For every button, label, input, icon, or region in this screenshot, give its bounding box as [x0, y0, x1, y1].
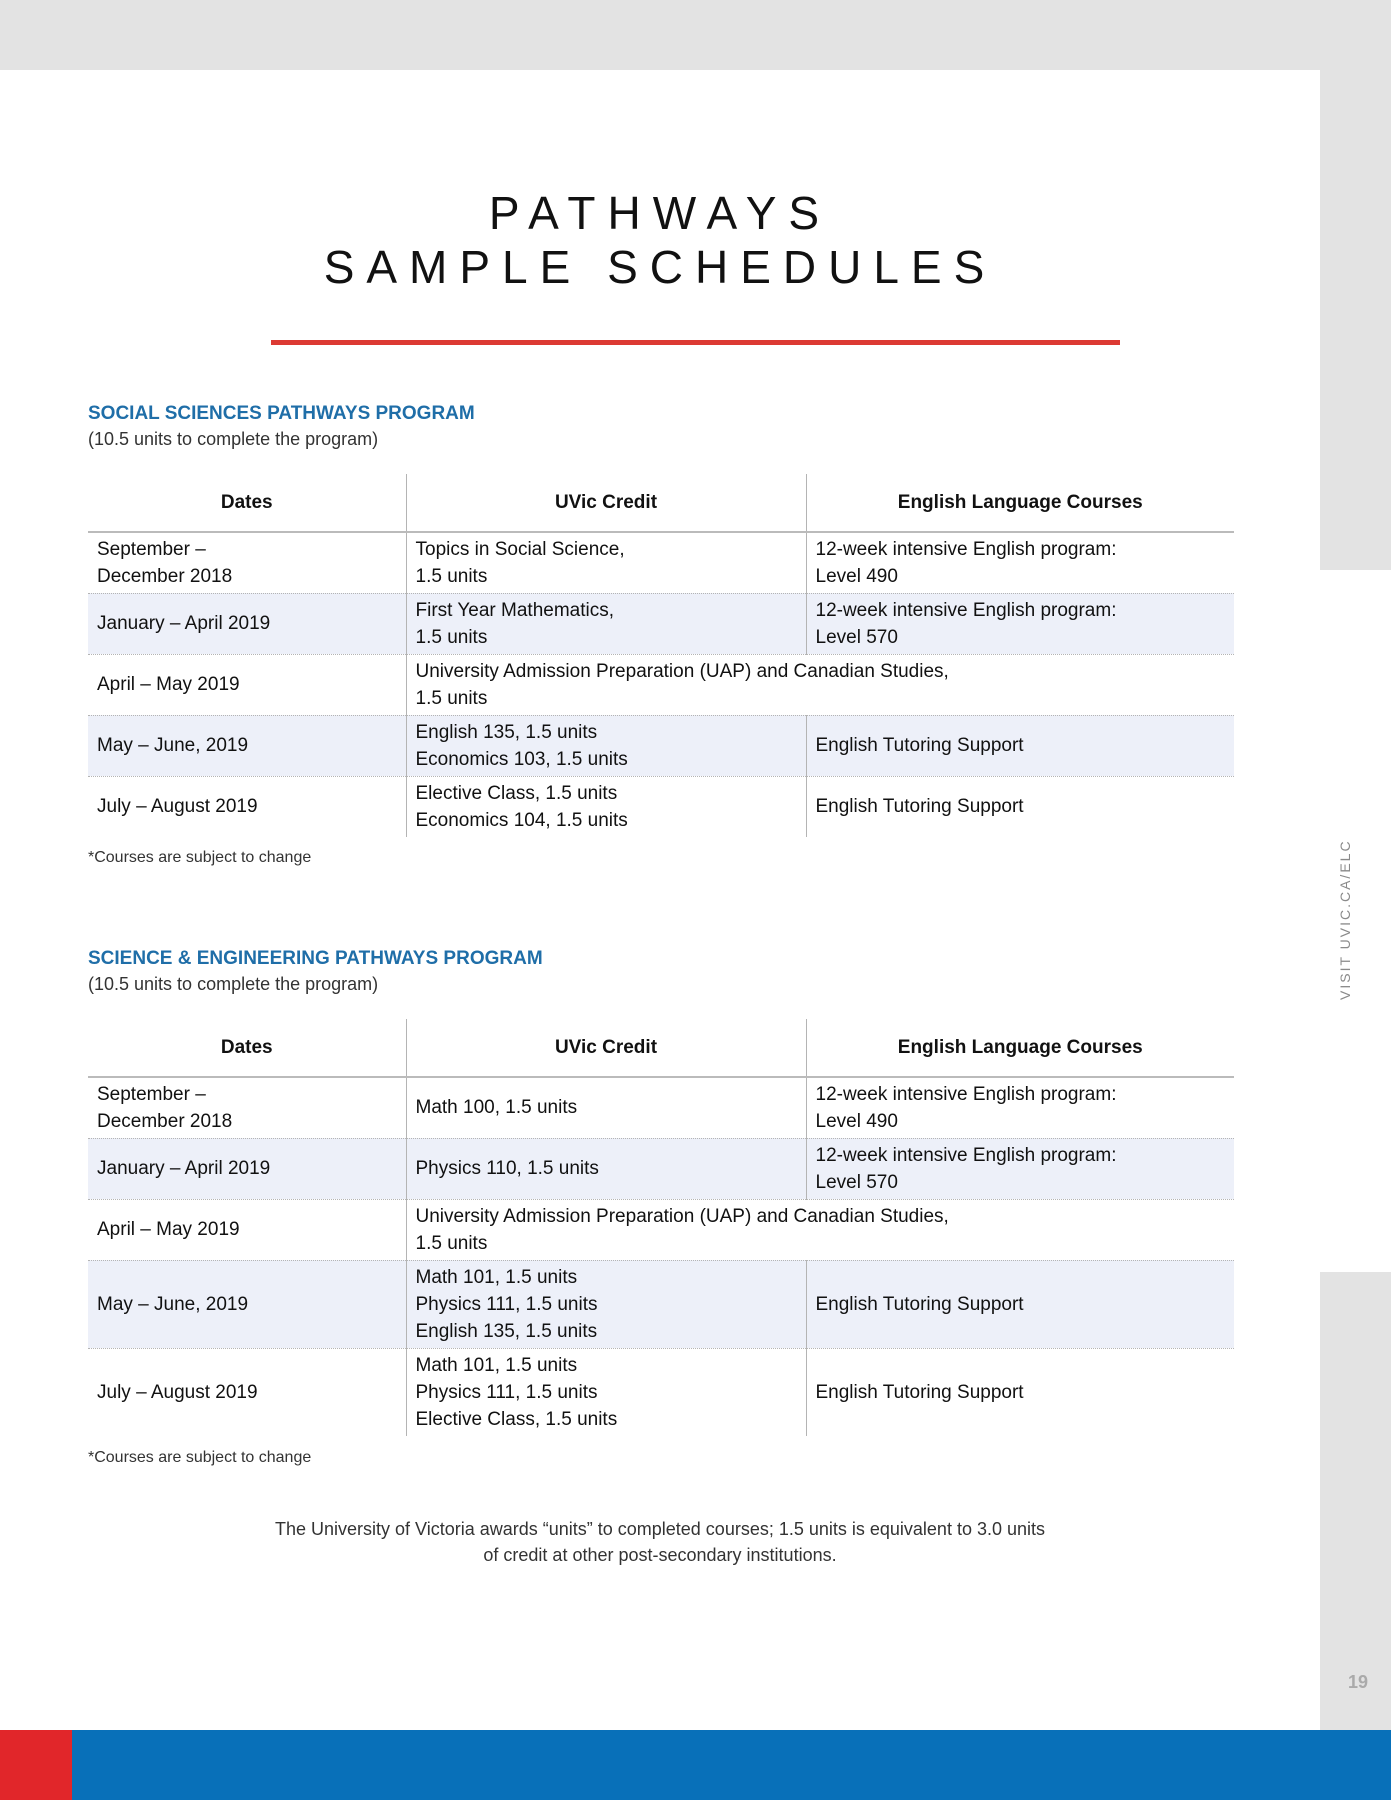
dates-cell [88, 1348, 406, 1436]
column-header-credit: UVic Credit [406, 1019, 806, 1077]
dates-cell-line: September – [97, 1083, 206, 1105]
dates-cell-line: July – August 2019 [97, 796, 258, 818]
english-cell [806, 776, 1234, 837]
column-header-english: English Language Courses [806, 1019, 1234, 1077]
credit-cell-line: Math 101, 1.5 units [415, 1354, 578, 1376]
credit-cell-line: Topics in Social Science, [415, 538, 625, 560]
table-row [88, 532, 1234, 593]
table-row [88, 654, 1234, 715]
column-header-dates: Dates [88, 474, 406, 532]
credit-cell [406, 1138, 806, 1199]
table-row [88, 593, 1234, 654]
dates-cell-line: January – April 2019 [97, 1158, 271, 1179]
credit-cell [406, 593, 806, 654]
science-engineering-rows [88, 1077, 1234, 1436]
table-row [88, 1348, 1234, 1436]
english-cell [806, 715, 1234, 776]
english-cell [806, 1260, 1234, 1348]
page-number: 19 [1347, 1672, 1369, 1692]
dates-cell [88, 593, 406, 654]
credit-cell-line: English 135, 1.5 units [415, 1320, 598, 1342]
table-row [88, 1138, 1234, 1199]
table-row [88, 1199, 1234, 1260]
table-row [88, 1260, 1234, 1348]
page-title-line1: PATHWAYS [488, 187, 832, 239]
credit-cell-line: Economics 103, 1.5 units [415, 748, 628, 770]
column-header-credit: UVic Credit [406, 474, 806, 532]
credit-cell-line: Elective Class, 1.5 units [415, 1408, 618, 1430]
dates-cell [88, 1138, 406, 1199]
dates-cell-line: December 2018 [97, 1110, 233, 1132]
credit-cell [406, 1260, 806, 1348]
english-cell [806, 1138, 1234, 1199]
credit-cell-line: Math 101, 1.5 units [415, 1266, 578, 1288]
dates-cell [88, 532, 406, 593]
english-cell-line: 12-week intensive English program: [815, 538, 1117, 560]
credit-cell [406, 1199, 1234, 1260]
dates-cell-line: May – June, 2019 [97, 735, 249, 756]
english-cell-line: English Tutoring Support [815, 735, 1024, 756]
english-cell [806, 1348, 1234, 1436]
dates-cell-line: July – August 2019 [97, 1381, 258, 1403]
english-cell-line: 12-week intensive English program: [815, 599, 1117, 621]
credit-cell-line: University Admission Preparation (UAP) and Canadian Studies, [415, 660, 949, 682]
social-sciences-heading: SOCIAL SCIENCES PATHWAYS PROGRAM [88, 403, 475, 424]
column-header-english: English Language Courses [806, 474, 1234, 532]
social-sciences-note: *Courses are subject to change [88, 849, 312, 866]
table-row [88, 1077, 1234, 1138]
english-cell-line: English Tutoring Support [815, 796, 1024, 818]
credit-cell-line: 1.5 units [415, 1232, 488, 1254]
credit-cell-line: 1.5 units [415, 687, 488, 709]
science-engineering-subtitle: (10.5 units to complete the program) [88, 974, 379, 994]
english-cell-line: English Tutoring Support [815, 1381, 1024, 1403]
credit-cell-line: 1.5 units [415, 565, 488, 587]
credit-cell-line: Elective Class, 1.5 units [415, 782, 618, 804]
dates-cell [88, 1260, 406, 1348]
table-header-row [88, 1019, 1234, 1077]
footer-blue-bar [72, 1730, 1391, 1800]
social-sciences-subtitle: (10.5 units to complete the program) [88, 429, 379, 449]
dates-cell-line: September – [97, 538, 206, 560]
dates-cell [88, 1199, 406, 1260]
table-row [88, 776, 1234, 837]
credit-cell-line: Physics 110, 1.5 units [415, 1158, 599, 1179]
page-sheet [0, 70, 1320, 1730]
science-engineering-table [88, 1019, 1234, 1436]
credit-cell-line: English 135, 1.5 units [415, 721, 598, 743]
social-sciences-table [88, 474, 1234, 837]
dates-cell [88, 1077, 406, 1138]
credit-cell-line: First Year Mathematics, [415, 599, 615, 621]
credit-cell-line: Physics 111, 1.5 units [415, 1293, 598, 1315]
column-header-dates: Dates [88, 1019, 406, 1077]
science-engineering-note: *Courses are subject to change [88, 1449, 312, 1466]
english-cell [806, 1077, 1234, 1138]
english-cell-line: 12-week intensive English program: [815, 1083, 1117, 1105]
credit-cell-line: 1.5 units [415, 626, 488, 648]
page-title-line2: SAMPLE SCHEDULES [323, 241, 997, 293]
english-cell-line: Level 490 [815, 565, 898, 587]
dates-cell [88, 654, 406, 715]
dates-cell-line: January – April 2019 [97, 613, 271, 634]
side-margin-panel [1320, 570, 1391, 1272]
science-engineering-heading: SCIENCE & ENGINEERING PATHWAYS PROGRAM [88, 948, 543, 969]
english-cell [806, 532, 1234, 593]
units-explanation-line1: The University of Victoria awards “units” to completed courses; 1.5 units is equivalent to 3.0 units [274, 1519, 1046, 1539]
dates-cell [88, 715, 406, 776]
credit-cell [406, 1348, 806, 1436]
visit-website-label: VISIT UVIC.CA/ELC [1337, 839, 1353, 1000]
credit-cell-line: Economics 104, 1.5 units [415, 809, 628, 831]
dates-cell-line: April – May 2019 [97, 674, 240, 695]
credit-cell-line: Math 100, 1.5 units [415, 1097, 578, 1119]
english-cell-line: Level 570 [815, 626, 898, 648]
title-divider [271, 340, 1120, 345]
credit-cell-line: University Admission Preparation (UAP) and Canadian Studies, [415, 1205, 949, 1227]
dates-cell [88, 776, 406, 837]
english-cell-line: Level 570 [815, 1171, 898, 1193]
dates-cell-line: May – June, 2019 [97, 1293, 249, 1315]
english-cell-line: 12-week intensive English program: [815, 1144, 1117, 1166]
dates-cell-line: December 2018 [97, 565, 233, 587]
english-cell [806, 593, 1234, 654]
credit-cell-line: Physics 111, 1.5 units [415, 1381, 598, 1403]
units-explanation [0, 1516, 1320, 1568]
english-cell-line: English Tutoring Support [815, 1293, 1024, 1315]
units-explanation-line2: of credit at other post-secondary institutions. [483, 1545, 837, 1565]
credit-cell [406, 532, 806, 593]
credit-cell [406, 715, 806, 776]
table-row [88, 715, 1234, 776]
credit-cell [406, 654, 1234, 715]
english-cell-line: Level 490 [815, 1110, 898, 1132]
table-header-row [88, 474, 1234, 532]
credit-cell [406, 776, 806, 837]
footer-red-block [0, 1730, 72, 1800]
credit-cell [406, 1077, 806, 1138]
social-sciences-rows [88, 532, 1234, 837]
dates-cell-line: April – May 2019 [97, 1219, 240, 1240]
